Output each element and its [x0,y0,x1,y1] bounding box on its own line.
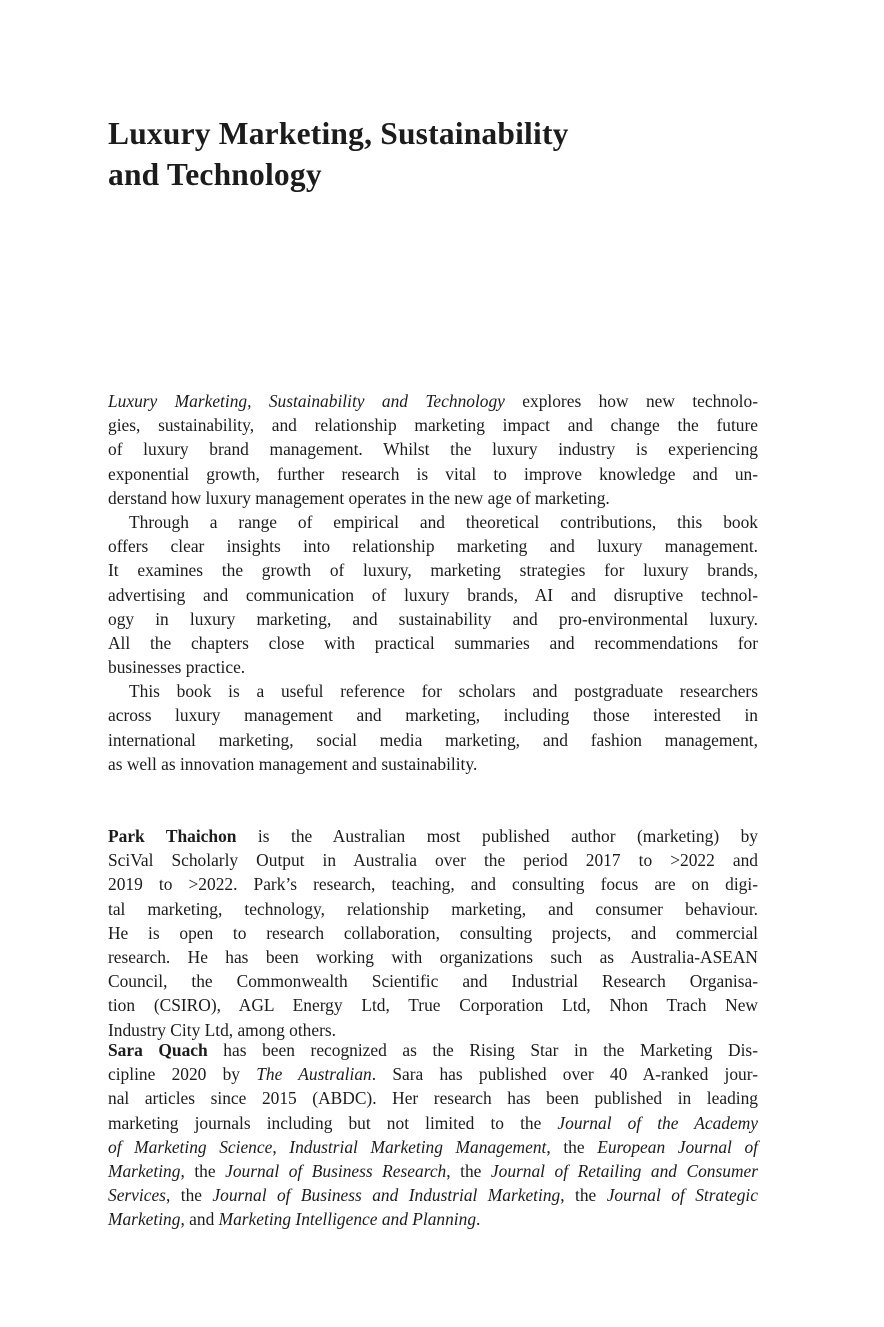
text-line: All the chapters close with practical summaries and recommendations for [108,632,758,653]
journal-name: Journal of Strategic [606,1185,758,1206]
journal-name: Journal of Business and Industrial Marketing [212,1185,561,1206]
text-line: across luxury management and marketing, including those interested in [108,705,758,726]
journal-name: Marketing [108,1209,181,1230]
journal-name: Marketing [108,1160,181,1181]
text-line: gies, sustainability, and relationship marketing impact and change the future [108,415,758,436]
text-line: tion (CSIRO), AGL Energy Ltd, True Corporation Ltd, Nhon Trach New [108,995,758,1016]
author-bio-park-thaichon [108,824,758,1042]
description-paragraph-2 [108,510,758,679]
book-title [108,113,569,195]
title-line: and Technology [108,157,322,192]
text-line: Services, the Journal of Business and Industrial Marketing, the Journal of Strategic [108,1185,758,1206]
text-line: Marketing, and Marketing Intelligence and Planning. [108,1209,481,1230]
text-line: derstand how luxury management operates in the new age of marketing. [108,487,610,508]
description-paragraph-1 [108,389,758,510]
text-line: This book is a useful reference for scholars and postgraduate researchers [129,681,758,702]
text-line: marketing journals including but not limited to the Journal of the Academy [108,1112,758,1133]
text-line: SciVal Scholarly Output in Australia over the period 2017 to >2022 and [108,850,758,871]
text-line: exponential growth, further research is vital to improve knowledge and un- [108,463,758,484]
author-name: Park Thaichon [108,826,237,846]
text-line: Council, the Commonwealth Scientific and Industrial Research Organisa- [108,971,758,992]
book-title-italic: Luxury Marketing, Sustainability and Technology [108,391,505,411]
journal-name: Industrial Marketing Management [289,1136,547,1157]
text-line: Marketing, the Journal of Business Research, the Journal of Retailing and Consumer [108,1160,758,1181]
author-name: Sara Quach [108,1040,208,1060]
journal-name: Journal of the Academy [557,1112,758,1133]
text-line: Through a range of empirical and theoretical contributions, this book [129,511,758,532]
publication-name: The Australian [256,1064,372,1085]
text-line: ogy in luxury marketing, and sustainability and pro-environmental luxury. [108,608,758,629]
text-line: It examines the growth of luxury, marketing strategies for luxury brands, [108,560,758,581]
text-line: of Marketing Science, Industrial Marketing Management, the European Journal of [108,1136,759,1157]
author-bio-sara-quach [108,1038,758,1232]
text-line: research. He has been working with organizations such as Australia-ASEAN [108,946,758,967]
text-line: Sara Quach has been recognized as the Rising Star in the Marketing Dis- [108,1040,758,1060]
text-line: international marketing, social media marketing, and fashion management, [108,729,758,750]
journal-name: of Marketing Science [108,1136,273,1157]
journal-name: Journal of Business Research [225,1160,447,1181]
text-line: Luxury Marketing, Sustainability and Technology explores how new technolo- [108,391,758,411]
text-line: businesses practice. [108,657,246,678]
text-line: as well as innovation management and sustainability. [108,753,478,774]
text-line: tal marketing, technology, relationship marketing, and consumer behaviour. [108,898,758,919]
journal-name: Journal of Retailing and Consumer [490,1160,758,1181]
text-line: Park Thaichon is the Australian most published author (marketing) by [108,826,758,846]
title-line: Luxury Marketing, Sustainability [108,116,569,151]
journal-name: Services [108,1185,166,1206]
journal-name: European Journal of [597,1136,759,1157]
text-line: 2019 to >2022. Park’s research, teaching, and consulting focus are on digi- [108,874,758,895]
text-line: of luxury brand management. Whilst the luxury industry is experiencing [108,439,758,460]
text-line: cipline 2020 by The Australian. Sara has published over 40 A-ranked jour- [108,1064,758,1085]
journal-name: Marketing Intelligence and Planning [218,1209,477,1230]
text-line: Industry City Ltd, among others. [108,1019,336,1040]
text-line: He is open to research collaboration, consulting projects, and commercial [108,922,758,943]
text-line: offers clear insights into relationship marketing and luxury management. [108,536,758,557]
description-paragraph-3 [108,679,758,776]
book-description [108,389,758,776]
text-line: advertising and communication of luxury brands, AI and disruptive technol- [108,584,758,605]
text-line: nal articles since 2015 (ABDC). Her research has been published in leading [108,1088,758,1109]
